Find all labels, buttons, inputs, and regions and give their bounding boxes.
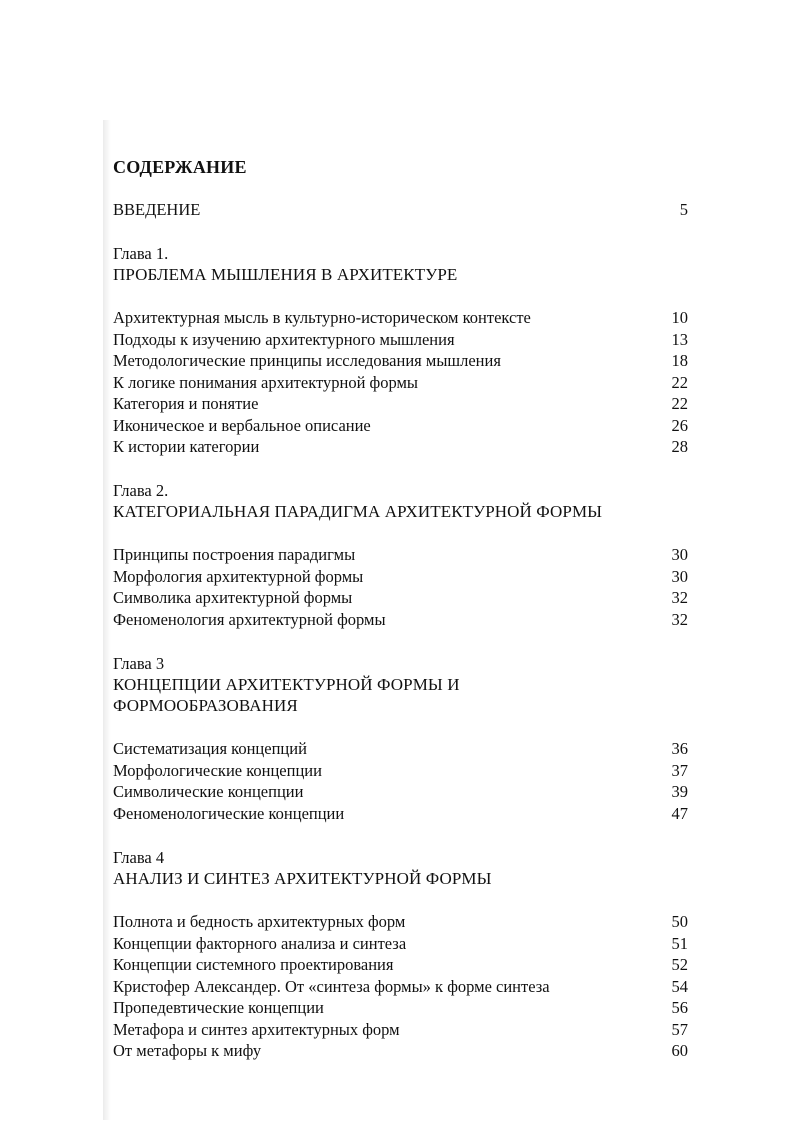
chapter-title: ФОРМООБРАЗОВАНИЯ [113, 696, 298, 715]
toc-entry-page: 56 [671, 998, 688, 1017]
toc-entry-page: 28 [671, 437, 688, 456]
toc-entry-text: Принципы построения парадигмы [113, 545, 356, 564]
toc-entry [113, 372, 688, 394]
toc-entry-page: 57 [671, 1020, 688, 1039]
toc-entry [113, 544, 688, 566]
toc-entry [113, 436, 688, 458]
toc-entry-intro [113, 199, 688, 221]
toc-entry-page: 5 [679, 200, 688, 219]
toc-entry-page: 39 [671, 782, 688, 801]
toc-entry-text: Морфология архитектурной формы [113, 567, 364, 586]
toc-entry [113, 976, 688, 998]
toc-entry-page: 60 [671, 1041, 688, 1060]
toc-entry [113, 911, 688, 933]
toc-entry-page: 26 [671, 416, 688, 435]
toc-entry [113, 350, 688, 372]
chapter-title: АНАЛИЗ И СИНТЕЗ АРХИТЕКТУРНОЙ ФОРМЫ [113, 869, 492, 888]
toc-entry-text: Морфологические концепции [113, 761, 322, 780]
toc-entry-text: К истории категории [113, 437, 260, 456]
toc-entry-page: 47 [671, 804, 688, 823]
toc-entry [113, 997, 688, 1019]
toc-entry-page: 36 [671, 739, 688, 758]
chapter-label: Глава 4 [113, 848, 165, 867]
toc-entry-page: 18 [671, 351, 688, 370]
toc-entry [113, 415, 688, 437]
toc-entry [113, 803, 688, 825]
scan-shadow [103, 120, 111, 1120]
toc-entry-page: 32 [671, 610, 688, 629]
toc-entry-text: Категория и понятие [113, 394, 259, 413]
toc-entry-page: 51 [671, 934, 688, 953]
toc-entry-page: 30 [671, 567, 688, 586]
toc-entry-text: Архитектурная мысль в культурно-историческом контексте [113, 308, 531, 327]
toc-entry-page: 54 [671, 977, 688, 996]
toc-entry [113, 587, 688, 609]
toc-entry [113, 1040, 688, 1062]
toc-entry-page: 50 [671, 912, 688, 931]
toc-entry-text: Полнота и бедность архитектурных форм [113, 912, 406, 931]
toc-entry-text: Феноменология архитектурной формы [113, 610, 386, 629]
toc-entry-text: Концепции факторного анализа и синтеза [113, 934, 407, 953]
toc-entry [113, 393, 688, 415]
toc-entry-text: Символика архитектурной формы [113, 588, 353, 607]
toc-entry-text: Кристофер Александер. От «синтеза формы» к форме синтеза [113, 977, 550, 996]
toc-entry-text: От метафоры к мифу [113, 1041, 262, 1060]
toc-entry-page: 22 [671, 394, 688, 413]
toc-entry-text: Иконическое и вербальное описание [113, 416, 371, 435]
toc-entry-page: 10 [671, 308, 688, 327]
toc-entry-text: Систематизация концепций [113, 739, 307, 758]
toc-entry [113, 738, 688, 760]
toc-entry-page: 52 [671, 955, 688, 974]
toc-entry [113, 781, 688, 803]
toc-entry-text: Феноменологические концепции [113, 804, 345, 823]
toc-entry [113, 307, 688, 329]
toc-entry-text: Пропедевтические концепции [113, 998, 324, 1017]
chapter-label: Глава 2. [113, 481, 169, 500]
chapter-title: КАТЕГОРИАЛЬНАЯ ПАРАДИГМА АРХИТЕКТУРНОЙ ФОРМЫ [113, 502, 603, 521]
toc-entry [113, 566, 688, 588]
toc-entry [113, 760, 688, 782]
chapter-label: Глава 1. [113, 244, 169, 263]
toc-entry-text: К логике понимания архитектурной формы [113, 373, 419, 392]
chapter-label: Глава 3 [113, 654, 165, 673]
toc-entry-text: ВВЕДЕНИЕ [113, 200, 201, 219]
toc-entry [113, 329, 688, 351]
toc-entry-page: 30 [671, 545, 688, 564]
page-title: СОДЕРЖАНИЕ [113, 157, 247, 177]
chapter-title: ПРОБЛЕМА МЫШЛЕНИЯ В АРХИТЕКТУРЕ [113, 265, 458, 284]
toc-entry-text: Концепции системного проектирования [113, 955, 394, 974]
toc-entry-text: Символические концепции [113, 782, 304, 801]
toc-entry [113, 933, 688, 955]
toc-entry-page: 13 [671, 330, 688, 349]
toc-entry-text: Подходы к изучению архитектурного мышления [113, 330, 455, 349]
toc-entry-text: Методологические принципы исследования мышления [113, 351, 501, 370]
toc-entry [113, 1019, 688, 1041]
toc-entry [113, 609, 688, 631]
toc-entry-page: 37 [671, 761, 688, 780]
toc-entry-page: 22 [671, 373, 688, 392]
chapter-title: КОНЦЕПЦИИ АРХИТЕКТУРНОЙ ФОРМЫ И [113, 675, 460, 694]
toc-entry-page: 32 [671, 588, 688, 607]
toc-entry-text: Метафора и синтез архитектурных форм [113, 1020, 400, 1039]
toc-entry [113, 954, 688, 976]
